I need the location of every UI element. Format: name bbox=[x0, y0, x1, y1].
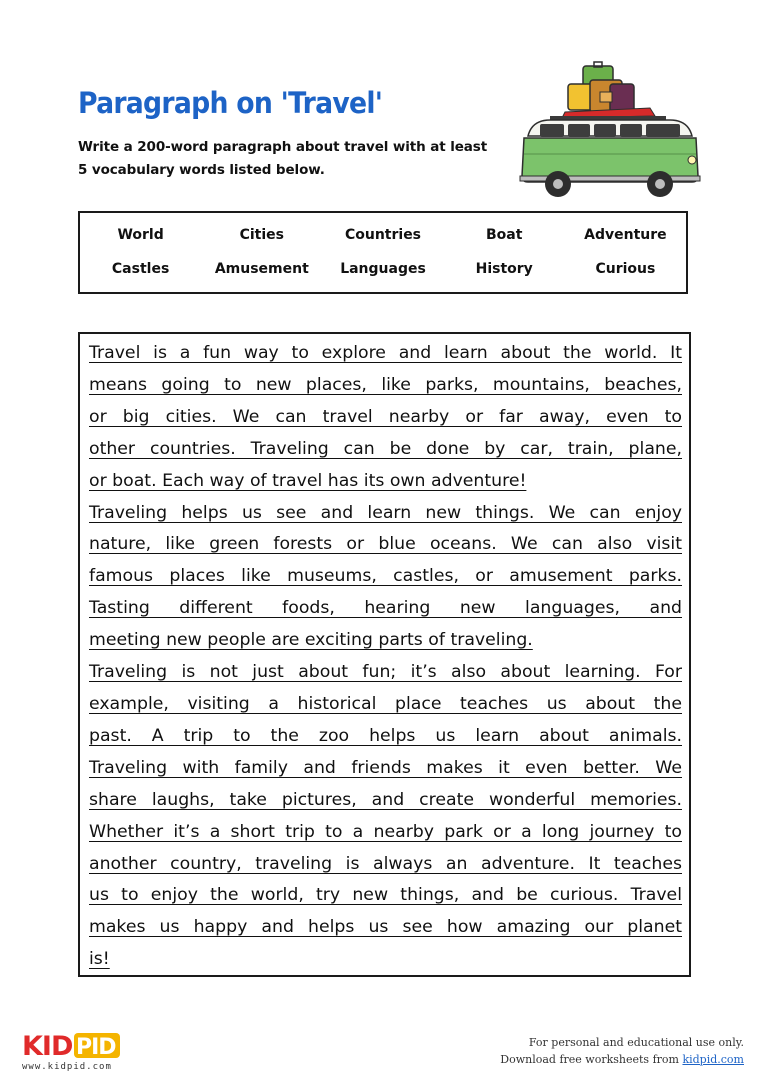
paragraph-line: us to enjoy the world, try new things, and be curious. Travel bbox=[89, 885, 682, 906]
kidpid-logo bbox=[22, 1030, 122, 1060]
paragraph-text bbox=[89, 338, 682, 976]
paragraph-line: Tasting different foods, hearing new languages, and bbox=[89, 598, 682, 619]
paragraph-line: Traveling is not just about fun; it’s also about learning. For bbox=[89, 662, 682, 683]
paragraph-line: Traveling with family and friends makes it even better. We bbox=[89, 757, 682, 778]
instructions bbox=[78, 136, 518, 182]
kidpid-link[interactable]: kidpid.com bbox=[682, 1053, 744, 1066]
vocab-word: Amusement bbox=[214, 261, 309, 277]
paragraph-line: or boat. Each way of travel has its own adventure! bbox=[89, 470, 527, 491]
vocab-word: Adventure bbox=[584, 227, 667, 243]
paragraph-line: Whether it’s a short trip to a nearby park or a long journey to bbox=[89, 821, 682, 842]
vocab-word: History bbox=[475, 261, 533, 277]
luggage-icon bbox=[562, 62, 655, 118]
paragraph-line: is! bbox=[89, 949, 110, 970]
vocab-word: Boat bbox=[485, 227, 523, 243]
vocab-word: Countries bbox=[344, 227, 422, 243]
paragraph-box bbox=[78, 332, 691, 977]
svg-text:PID: PID bbox=[76, 1035, 116, 1060]
instructions-line-2: 5 vocabulary words listed below. bbox=[78, 162, 325, 178]
vocab-word: Castles bbox=[111, 261, 170, 277]
paragraph-line: Travel is a fun way to explore and learn about the world. It bbox=[89, 343, 682, 363]
paragraph-line: example, visiting a historical place teaches us about the bbox=[89, 693, 682, 714]
vocabulary-box bbox=[78, 211, 688, 294]
footer bbox=[500, 1034, 744, 1068]
paragraph-line: other countries. Traveling can be done by car, train, plane, bbox=[89, 438, 682, 459]
vocab-word: Cities bbox=[239, 227, 284, 243]
paragraph-line: Traveling helps us see and learn new things. We can enjoy bbox=[89, 502, 682, 523]
paragraph-line: another country, traveling is always an adventure. It teaches bbox=[89, 853, 682, 874]
paragraph-line: means going to new places, like parks, mountains, beaches, bbox=[89, 374, 682, 395]
instructions-line-1: Write a 200-word paragraph about travel with at least bbox=[78, 139, 488, 155]
vocabulary-row-2 bbox=[80, 261, 686, 277]
paragraph-line: meeting new people are exciting parts of traveling. bbox=[89, 630, 533, 651]
paragraph-line: or big cities. We can travel nearby or far away, even to bbox=[89, 406, 682, 427]
paragraph-line: famous places like museums, castles, or amusement parks. bbox=[89, 566, 682, 587]
footer-download-note bbox=[500, 1051, 744, 1068]
vocabulary-row-1 bbox=[80, 227, 686, 243]
paragraph-line: past. A trip to the zoo helps us learn about animals. bbox=[89, 725, 682, 746]
vocab-word: Curious bbox=[595, 261, 656, 277]
paragraph-line: makes us happy and helps us see how amazing our planet bbox=[89, 917, 682, 938]
logo-url: www.kidpid.com bbox=[22, 1062, 112, 1072]
vocab-word: World bbox=[117, 227, 164, 243]
travel-van-icon bbox=[510, 58, 710, 198]
paragraph-line: nature, like green forests or blue oceans. We can also visit bbox=[89, 534, 682, 555]
footer-download-text: Download free worksheets from bbox=[500, 1053, 683, 1066]
paragraph-line: share laughs, take pictures, and create wonderful memories. bbox=[89, 789, 682, 810]
footer-usage-note: For personal and educational use only. bbox=[528, 1036, 744, 1049]
svg-text:KID: KID bbox=[22, 1031, 73, 1060]
page-title: Paragraph on 'Travel' bbox=[78, 86, 383, 120]
vocab-word: Languages bbox=[340, 261, 426, 277]
